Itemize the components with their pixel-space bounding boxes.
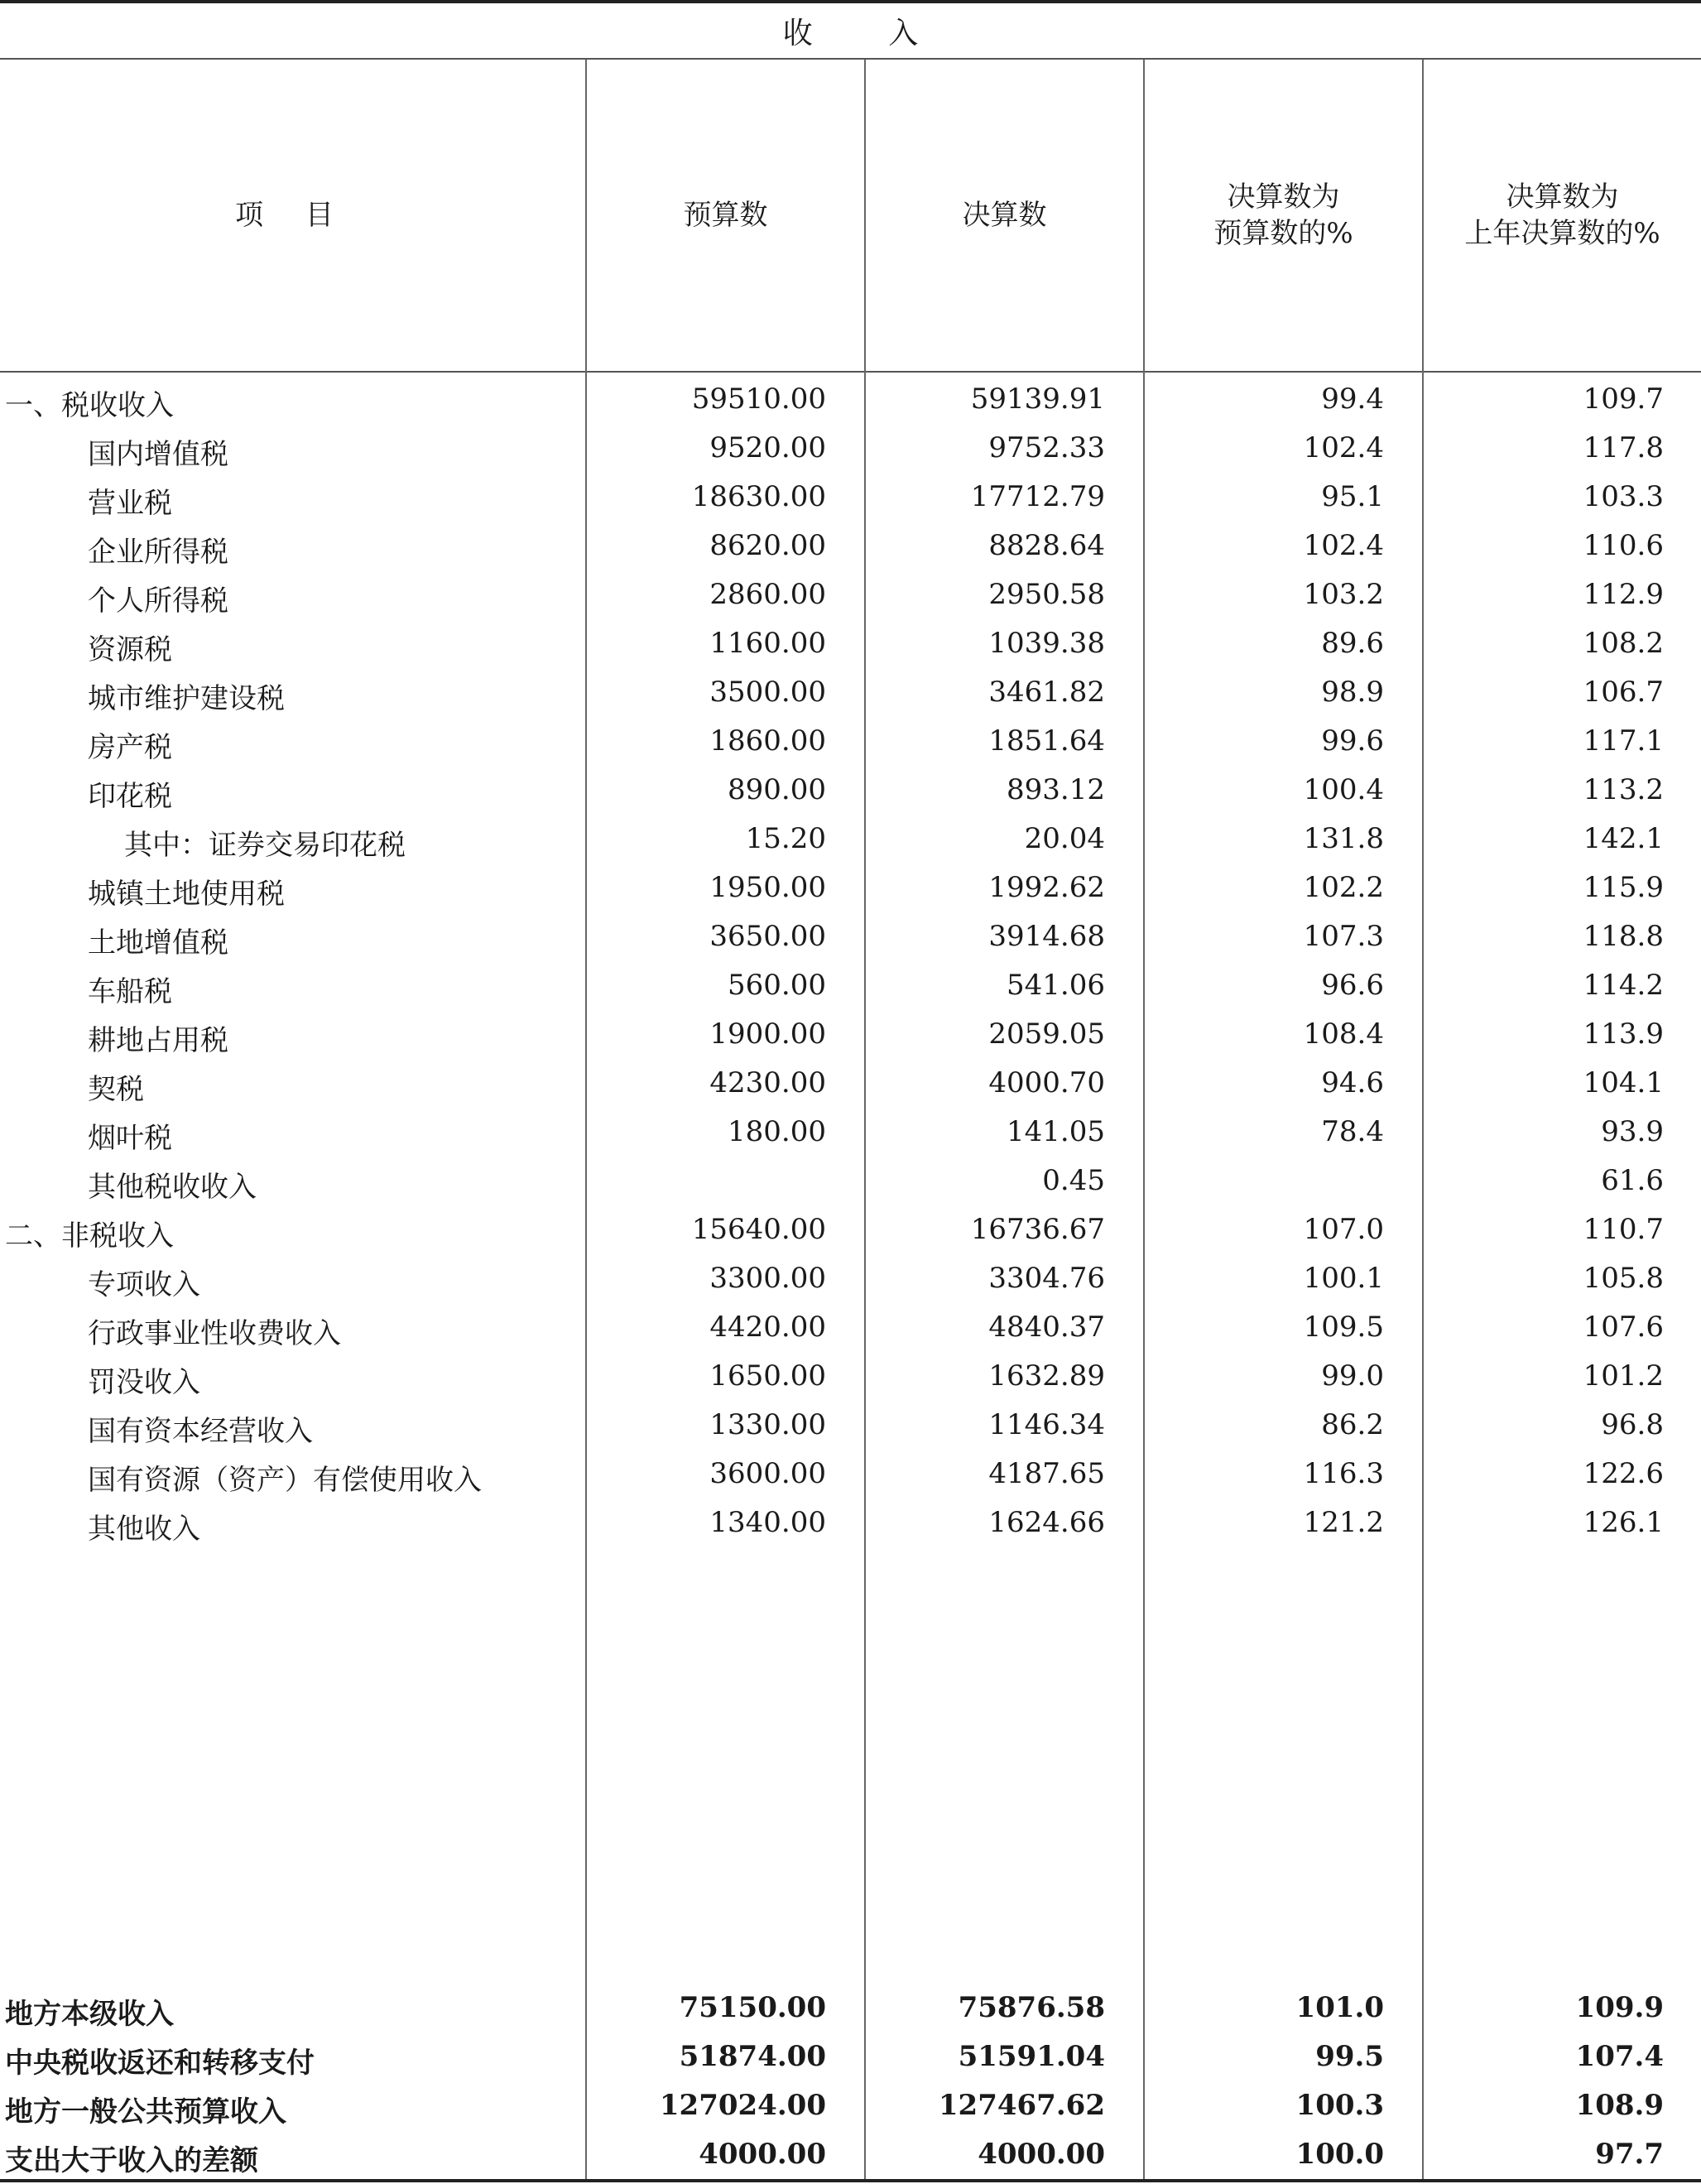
cell-budget: 18630.00 xyxy=(691,480,826,513)
cell-budget: 1950.00 xyxy=(709,871,826,904)
cell-pct-budget: 108.4 xyxy=(1303,1017,1384,1051)
cell-pct-last-year: 109.9 xyxy=(1575,1991,1664,2024)
cell-final: 141.05 xyxy=(1007,1115,1105,1148)
cell-budget: 1860.00 xyxy=(709,724,826,758)
cell-pct-budget: 100.1 xyxy=(1303,1262,1384,1295)
cell-final: 541.06 xyxy=(1007,969,1105,1002)
table-row xyxy=(0,1353,1701,1402)
table-title: 收 入 xyxy=(782,17,952,51)
table-row xyxy=(0,571,1701,620)
cell-pct-last-year: 107.6 xyxy=(1583,1311,1664,1344)
cell-budget: 1650.00 xyxy=(709,1359,826,1393)
cell-pct-last-year: 113.2 xyxy=(1583,773,1664,806)
table-row xyxy=(0,1450,1701,1499)
cell-final: 0.45 xyxy=(1042,1164,1105,1197)
cell-pct-budget: 78.4 xyxy=(1321,1115,1384,1148)
cell-pct-budget: 109.5 xyxy=(1303,1311,1384,1344)
cell-final: 2059.05 xyxy=(988,1017,1105,1051)
cell-final: 2950.58 xyxy=(988,578,1105,611)
cell-pct-budget: 107.3 xyxy=(1303,920,1384,953)
cell-final: 1992.62 xyxy=(988,871,1105,904)
cell-pct-last-year: 106.7 xyxy=(1583,676,1664,709)
table-row xyxy=(0,718,1701,767)
cell-final: 9752.33 xyxy=(988,431,1105,464)
cell-budget: 59510.00 xyxy=(691,382,826,416)
cell-pct-last-year: 105.8 xyxy=(1583,1262,1664,1295)
cell-final: 20.04 xyxy=(1024,822,1105,855)
cell-pct-last-year: 113.9 xyxy=(1583,1017,1664,1051)
table-row xyxy=(0,962,1701,1011)
table-row xyxy=(0,767,1701,815)
cell-item: 中央税收返还和转移支付 xyxy=(5,2047,315,2080)
cell-final: 1039.38 xyxy=(988,627,1105,660)
cell-item: 资源税 xyxy=(88,633,172,666)
cell-budget: 4230.00 xyxy=(709,1066,826,1099)
table-row xyxy=(0,474,1701,522)
header-item: 项 目 xyxy=(235,199,350,232)
cell-item: 国内增值税 xyxy=(88,438,228,471)
cell-item: 罚没收入 xyxy=(88,1366,200,1399)
total-row xyxy=(0,1984,1701,2033)
cell-item: 其他收入 xyxy=(88,1513,200,1546)
cell-pct-budget: 100.0 xyxy=(1295,2138,1384,2171)
cell-pct-last-year: 109.7 xyxy=(1583,382,1664,416)
cell-item: 耕地占用税 xyxy=(88,1024,228,1057)
cell-item: 印花税 xyxy=(88,780,172,813)
cell-budget: 8620.00 xyxy=(709,529,826,562)
header-pct-last-year: 决算数为 上年决算数的% xyxy=(1464,180,1660,250)
cell-item: 个人所得税 xyxy=(88,584,228,618)
header-budget: 预算数 xyxy=(683,199,768,232)
cell-pct-budget: 94.6 xyxy=(1321,1066,1384,1099)
cell-item: 土地增值税 xyxy=(88,926,228,960)
cell-pct-last-year: 115.9 xyxy=(1583,871,1664,904)
cell-final: 3304.76 xyxy=(988,1262,1105,1295)
cell-pct-last-year: 126.1 xyxy=(1583,1506,1664,1539)
cell-budget: 75150.00 xyxy=(679,1991,826,2024)
cell-final: 4840.37 xyxy=(988,1311,1105,1344)
table-row xyxy=(0,1402,1701,1450)
table-row xyxy=(0,1109,1701,1157)
cell-final: 17712.79 xyxy=(970,480,1105,513)
cell-pct-budget: 102.4 xyxy=(1303,431,1384,464)
cell-item: 国有资源（资产）有偿使用收入 xyxy=(88,1464,482,1497)
table-row xyxy=(0,1157,1701,1206)
cell-item: 营业税 xyxy=(88,487,172,520)
cell-item: 二、非税收入 xyxy=(5,1219,174,1253)
cell-budget: 15.20 xyxy=(745,822,826,855)
cell-pct-budget: 86.2 xyxy=(1321,1408,1384,1441)
cell-budget: 1330.00 xyxy=(709,1408,826,1441)
cell-final: 1624.66 xyxy=(988,1506,1105,1539)
cell-pct-budget: 99.6 xyxy=(1321,724,1384,758)
table-row xyxy=(0,815,1701,864)
cell-budget: 1900.00 xyxy=(709,1017,826,1051)
cell-item: 行政事业性收费收入 xyxy=(88,1317,341,1350)
cell-item: 契税 xyxy=(88,1073,144,1106)
cell-pct-last-year: 108.9 xyxy=(1575,2089,1664,2122)
cell-pct-budget: 101.0 xyxy=(1295,1991,1384,2024)
cell-final: 8828.64 xyxy=(988,529,1105,562)
cell-pct-last-year: 107.4 xyxy=(1575,2040,1664,2073)
cell-pct-last-year: 104.1 xyxy=(1583,1066,1664,1099)
cell-pct-budget: 102.4 xyxy=(1303,529,1384,562)
cell-final: 4000.00 xyxy=(978,2138,1105,2171)
cell-final: 75876.58 xyxy=(958,1991,1105,2024)
cell-final: 3914.68 xyxy=(988,920,1105,953)
cell-final: 4187.65 xyxy=(988,1457,1105,1490)
cell-budget: 51874.00 xyxy=(679,2040,826,2073)
cell-item: 其他税收收入 xyxy=(88,1171,257,1204)
cell-pct-budget: 121.2 xyxy=(1303,1506,1384,1539)
cell-item: 房产税 xyxy=(88,731,172,764)
cell-pct-budget: 99.0 xyxy=(1321,1359,1384,1393)
cell-final: 16736.67 xyxy=(970,1213,1105,1246)
cell-item: 城镇土地使用税 xyxy=(88,878,285,911)
cell-pct-budget: 99.4 xyxy=(1321,382,1384,416)
total-row xyxy=(0,2033,1701,2082)
cell-pct-last-year: 103.3 xyxy=(1583,480,1664,513)
cell-pct-budget: 98.9 xyxy=(1321,676,1384,709)
table-row xyxy=(0,425,1701,474)
cell-final: 4000.70 xyxy=(988,1066,1105,1099)
cell-budget: 3600.00 xyxy=(709,1457,826,1490)
cell-pct-budget: 96.6 xyxy=(1321,969,1384,1002)
table-row xyxy=(0,669,1701,718)
cell-item: 地方一般公共预算收入 xyxy=(5,2095,286,2129)
table-row xyxy=(0,1060,1701,1109)
cell-item: 国有资本经营收入 xyxy=(88,1415,313,1448)
cell-pct-last-year: 96.8 xyxy=(1601,1408,1664,1441)
cell-pct-budget: 100.4 xyxy=(1303,773,1384,806)
total-row xyxy=(0,2082,1701,2131)
cell-final: 893.12 xyxy=(1007,773,1105,806)
cell-budget: 2860.00 xyxy=(709,578,826,611)
cell-budget: 127024.00 xyxy=(659,2089,826,2122)
cell-item: 车船税 xyxy=(88,975,172,1008)
cell-item: 烟叶税 xyxy=(88,1122,172,1155)
table-row xyxy=(0,522,1701,571)
cell-budget: 15640.00 xyxy=(691,1213,826,1246)
cell-pct-budget: 103.2 xyxy=(1303,578,1384,611)
cell-pct-last-year: 101.2 xyxy=(1583,1359,1664,1393)
cell-item: 专项收入 xyxy=(88,1268,200,1301)
cell-item: 企业所得税 xyxy=(88,536,228,569)
header-final: 决算数 xyxy=(962,199,1047,232)
table-row xyxy=(0,1499,1701,1548)
cell-budget: 890.00 xyxy=(728,773,826,806)
cell-pct-budget: 116.3 xyxy=(1303,1457,1384,1490)
cell-budget: 1340.00 xyxy=(709,1506,826,1539)
cell-final: 127467.62 xyxy=(938,2089,1105,2122)
cell-pct-budget: 100.3 xyxy=(1295,2089,1384,2122)
table-row xyxy=(0,1304,1701,1353)
cell-pct-budget: 95.1 xyxy=(1321,480,1384,513)
total-row xyxy=(0,2131,1701,2180)
header-bottom-rule xyxy=(0,371,1701,373)
cell-final: 59139.91 xyxy=(970,382,1105,416)
table-row xyxy=(0,620,1701,669)
cell-pct-budget: 99.5 xyxy=(1315,2040,1384,2073)
cell-budget: 1160.00 xyxy=(709,627,826,660)
cell-budget: 560.00 xyxy=(728,969,826,1002)
cell-budget: 4000.00 xyxy=(699,2138,826,2171)
cell-pct-budget: 89.6 xyxy=(1321,627,1384,660)
cell-pct-last-year: 108.2 xyxy=(1583,627,1664,660)
cell-budget: 3300.00 xyxy=(709,1262,826,1295)
cell-budget: 3500.00 xyxy=(709,676,826,709)
cell-pct-budget: 107.0 xyxy=(1303,1213,1384,1246)
cell-final: 51591.04 xyxy=(958,2040,1105,2073)
cell-item: 地方本级收入 xyxy=(5,1998,174,2031)
cell-pct-last-year: 61.6 xyxy=(1601,1164,1664,1197)
cell-final: 1851.64 xyxy=(988,724,1105,758)
table-row xyxy=(0,913,1701,962)
cell-pct-last-year: 97.7 xyxy=(1595,2138,1664,2171)
cell-pct-last-year: 112.9 xyxy=(1583,578,1664,611)
cell-pct-last-year: 117.8 xyxy=(1583,431,1664,464)
cell-final: 1146.34 xyxy=(988,1408,1105,1441)
cell-pct-budget: 131.8 xyxy=(1303,822,1384,855)
cell-pct-last-year: 110.6 xyxy=(1583,529,1664,562)
cell-pct-last-year: 110.7 xyxy=(1583,1213,1664,1246)
cell-budget: 4420.00 xyxy=(709,1311,826,1344)
cell-item: 支出大于收入的差额 xyxy=(5,2144,258,2177)
cell-item: 一、税收收入 xyxy=(5,389,174,422)
table-row xyxy=(0,1255,1701,1304)
table-row xyxy=(0,376,1701,425)
header-pct-budget: 决算数为 预算数的% xyxy=(1213,180,1353,250)
cell-item: 其中：证券交易印花税 xyxy=(124,829,406,862)
cell-budget: 180.00 xyxy=(728,1115,826,1148)
cell-pct-last-year: 142.1 xyxy=(1583,822,1664,855)
cell-pct-last-year: 93.9 xyxy=(1601,1115,1664,1148)
cell-item: 城市维护建设税 xyxy=(88,682,285,715)
cell-pct-last-year: 114.2 xyxy=(1583,969,1664,1002)
cell-final: 1632.89 xyxy=(988,1359,1105,1393)
cell-final: 3461.82 xyxy=(988,676,1105,709)
cell-pct-last-year: 122.6 xyxy=(1583,1457,1664,1490)
table-row xyxy=(0,864,1701,913)
cell-pct-last-year: 117.1 xyxy=(1583,724,1664,758)
table-row xyxy=(0,1011,1701,1060)
cell-budget: 9520.00 xyxy=(709,431,826,464)
cell-pct-budget: 102.2 xyxy=(1303,871,1384,904)
cell-pct-last-year: 118.8 xyxy=(1583,920,1664,953)
table-row xyxy=(0,1206,1701,1255)
cell-budget: 3650.00 xyxy=(709,920,826,953)
